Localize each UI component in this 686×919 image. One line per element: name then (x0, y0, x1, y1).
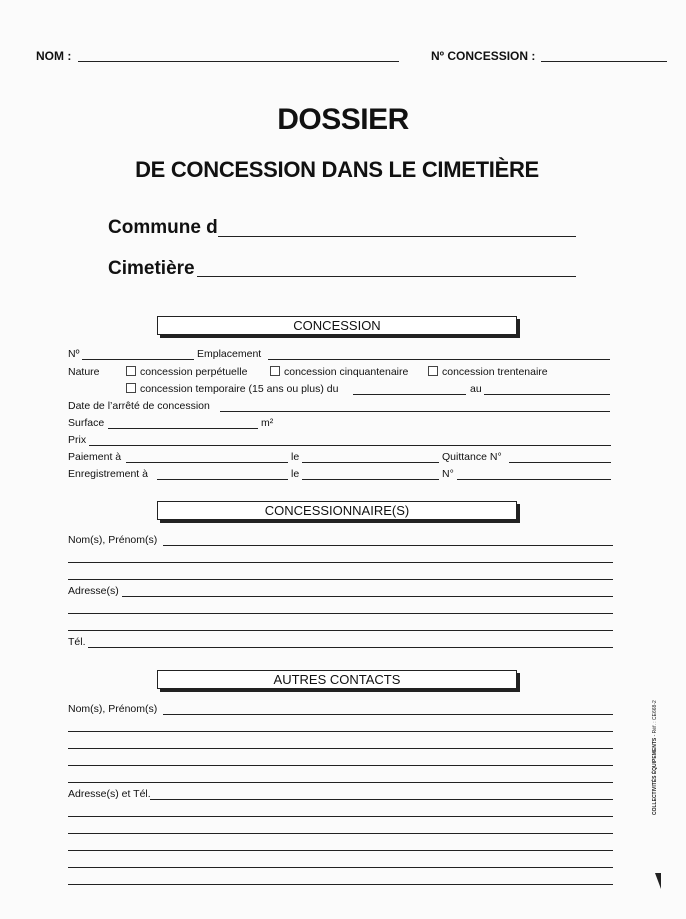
contacts-adresse-tel-label: Adresse(s) et Tél. (68, 788, 151, 800)
paiement-le-label: le (291, 451, 300, 463)
surface-field[interactable] (108, 428, 258, 429)
option-trentenaire[interactable] (428, 366, 548, 378)
document-subtitle: DE CONCESSION DANS LE CIMETIÈRE (135, 157, 539, 182)
contacts-adresse-line-5[interactable] (68, 867, 613, 868)
option-perpetuelle[interactable] (126, 366, 247, 378)
contacts-noms-line-2[interactable] (68, 731, 613, 732)
publisher-logo-icon (655, 873, 661, 889)
date-arrete-label: Date de l’arrêté de concession (68, 400, 210, 412)
contacts-adresse-line-6[interactable] (68, 884, 613, 885)
publisher-reference (652, 675, 658, 815)
concessionnaires-adresse-field[interactable] (122, 596, 613, 597)
enregistrement-field[interactable] (157, 479, 288, 480)
option-temporaire[interactable] (126, 383, 338, 395)
nature-label: Nature (68, 366, 100, 378)
contacts-noms-line-5[interactable] (68, 782, 613, 783)
temporaire-au-field[interactable] (484, 394, 610, 395)
option-cinquantenaire[interactable] (270, 366, 408, 378)
contacts-noms-line-3[interactable] (68, 748, 613, 749)
checkbox-perpetuelle[interactable] (126, 366, 136, 376)
section-header-concession: CONCESSION (157, 316, 517, 335)
prix-field[interactable] (89, 445, 611, 446)
cimetiere-field[interactable] (197, 276, 576, 277)
enregistrement-numero-label: N° (442, 468, 454, 480)
concessionnaires-adresse-line-3[interactable] (68, 630, 613, 631)
prix-label: Prix (68, 434, 87, 446)
checkbox-temporaire[interactable] (126, 383, 136, 393)
publisher-name: COLLECTIVITÉS ÉQUIPEMENTS (652, 737, 658, 815)
contacts-adresse-line-3[interactable] (68, 833, 613, 834)
enregistrement-numero-field[interactable] (457, 479, 611, 480)
commune-field[interactable] (218, 236, 576, 237)
concessionnaires-noms-field[interactable] (163, 545, 613, 546)
emplacement-field[interactable] (268, 359, 610, 360)
section-header-autres-contacts: AUTRES CONTACTS (157, 670, 517, 689)
surface-label: Surface (68, 417, 105, 429)
emplacement-label: Emplacement (197, 348, 262, 360)
concession-number-field[interactable] (541, 61, 667, 62)
numero-label: Nº (68, 348, 80, 360)
enregistrement-date-field[interactable] (302, 479, 439, 480)
concessionnaires-noms-line-2[interactable] (68, 562, 613, 563)
contacts-adresse-line-4[interactable] (68, 850, 613, 851)
section-header-concessionnaires: CONCESSIONNAIRE(S) (157, 501, 517, 520)
cimetiere-label: Cimetière (108, 258, 195, 279)
contacts-noms-label: Nom(s), Prénom(s) (68, 703, 158, 715)
date-arrete-field[interactable] (220, 411, 610, 412)
commune-label: Commune d (108, 217, 218, 238)
checkbox-cinquantenaire[interactable] (270, 366, 280, 376)
numero-field[interactable] (82, 359, 194, 360)
paiement-field[interactable] (126, 462, 288, 463)
contacts-adresse-tel-field[interactable] (150, 799, 613, 800)
concessionnaires-tel-field[interactable] (88, 647, 613, 648)
option-cinquantenaire-label: concession cinquantenaire (284, 366, 409, 378)
option-perpetuelle-label: concession perpétuelle (140, 366, 248, 378)
contacts-noms-line-4[interactable] (68, 765, 613, 766)
document-title: DOSSIER (277, 103, 409, 136)
concession-number-label: Nº CONCESSION : (431, 49, 536, 63)
concessionnaires-adresse-line-2[interactable] (68, 613, 613, 614)
nom-field[interactable] (78, 61, 399, 62)
quittance-field[interactable] (509, 462, 611, 463)
concessionnaires-noms-line-3[interactable] (68, 579, 613, 580)
reference-code: - Réf. : CE668-2 (652, 700, 658, 737)
paiement-date-field[interactable] (302, 462, 439, 463)
option-temporaire-label: concession temporaire (15 ans ou plus) du (140, 383, 339, 395)
option-trentenaire-label: concession trentenaire (442, 366, 548, 378)
concessionnaires-tel-label: Tél. (68, 636, 86, 648)
enregistrement-le-label: le (291, 468, 300, 480)
paiement-label: Paiement à (68, 451, 122, 463)
au-label: au (470, 383, 482, 395)
nom-label: NOM : (36, 49, 72, 63)
concessionnaires-noms-label: Nom(s), Prénom(s) (68, 534, 158, 546)
enregistrement-label: Enregistrement à (68, 468, 148, 480)
contacts-adresse-line-2[interactable] (68, 816, 613, 817)
surface-unit: m² (261, 417, 274, 429)
checkbox-trentenaire[interactable] (428, 366, 438, 376)
temporaire-du-field[interactable] (353, 394, 466, 395)
contacts-noms-field[interactable] (163, 714, 613, 715)
concessionnaires-adresse-label: Adresse(s) (68, 585, 119, 597)
quittance-label: Quittance N° (442, 451, 502, 463)
